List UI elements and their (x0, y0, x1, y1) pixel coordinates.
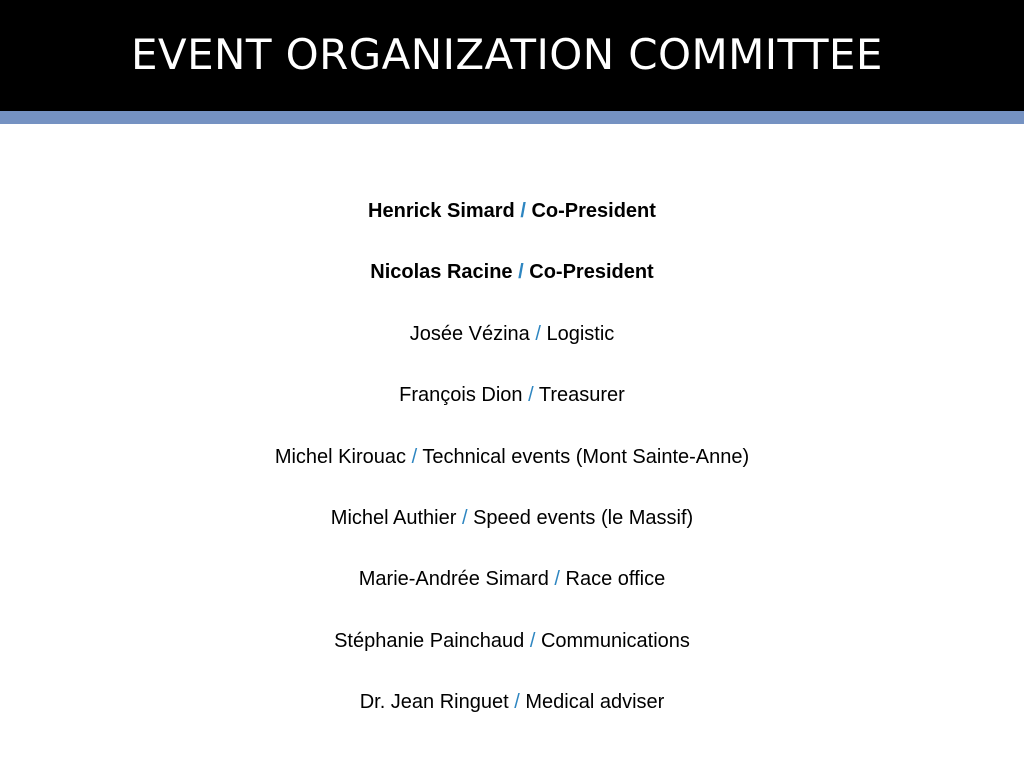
separator-slash: / (535, 322, 541, 345)
separator-slash: / (411, 445, 418, 468)
member-name: Dr. Jean Ringuet (359, 691, 509, 714)
member-role: Technical events (Mont Sainte-Anne) (422, 445, 750, 468)
accent-divider (0, 111, 1024, 124)
member-role: Speed events (le Massif) (473, 506, 694, 529)
committee-member (0, 257, 1024, 318)
committee-member (0, 442, 1024, 503)
member-name: Michel Kirouac (274, 445, 406, 468)
separator-slash: / (528, 384, 534, 407)
member-name: Josée Vézina (409, 322, 530, 345)
member-role: Treasurer (538, 384, 625, 407)
member-name: Michel Authier (330, 506, 457, 529)
separator-slash: / (520, 200, 526, 222)
member-name: Marie-Andrée Simard (358, 568, 549, 591)
member-role: Medical adviser (525, 691, 665, 714)
member-role: Race office (565, 568, 666, 591)
separator-slash: / (514, 691, 520, 714)
member-name: Henrick Simard (368, 200, 515, 222)
committee-member (0, 564, 1024, 625)
separator-slash: / (554, 568, 560, 591)
committee-member (0, 380, 1024, 441)
committee-member (0, 196, 1024, 257)
member-role: Communications (540, 629, 690, 652)
committee-member (0, 687, 1024, 748)
member-name: François Dion (399, 384, 523, 407)
member-role: Co-President (531, 200, 656, 222)
committee-list (0, 196, 1024, 749)
committee-member (0, 503, 1024, 564)
committee-member (0, 319, 1024, 380)
member-role: Co-President (529, 261, 654, 284)
title-bar (0, 0, 1024, 111)
member-role: Logistic (546, 322, 615, 345)
separator-slash: / (529, 629, 536, 652)
separator-slash: / (518, 261, 524, 284)
slide-title: EVENT ORGANIZATION COMMITTEE (131, 30, 883, 79)
committee-member (0, 626, 1024, 687)
member-name: Stéphanie Painchaud (334, 629, 525, 652)
separator-slash: / (461, 506, 468, 529)
member-name: Nicolas Racine (370, 261, 513, 284)
